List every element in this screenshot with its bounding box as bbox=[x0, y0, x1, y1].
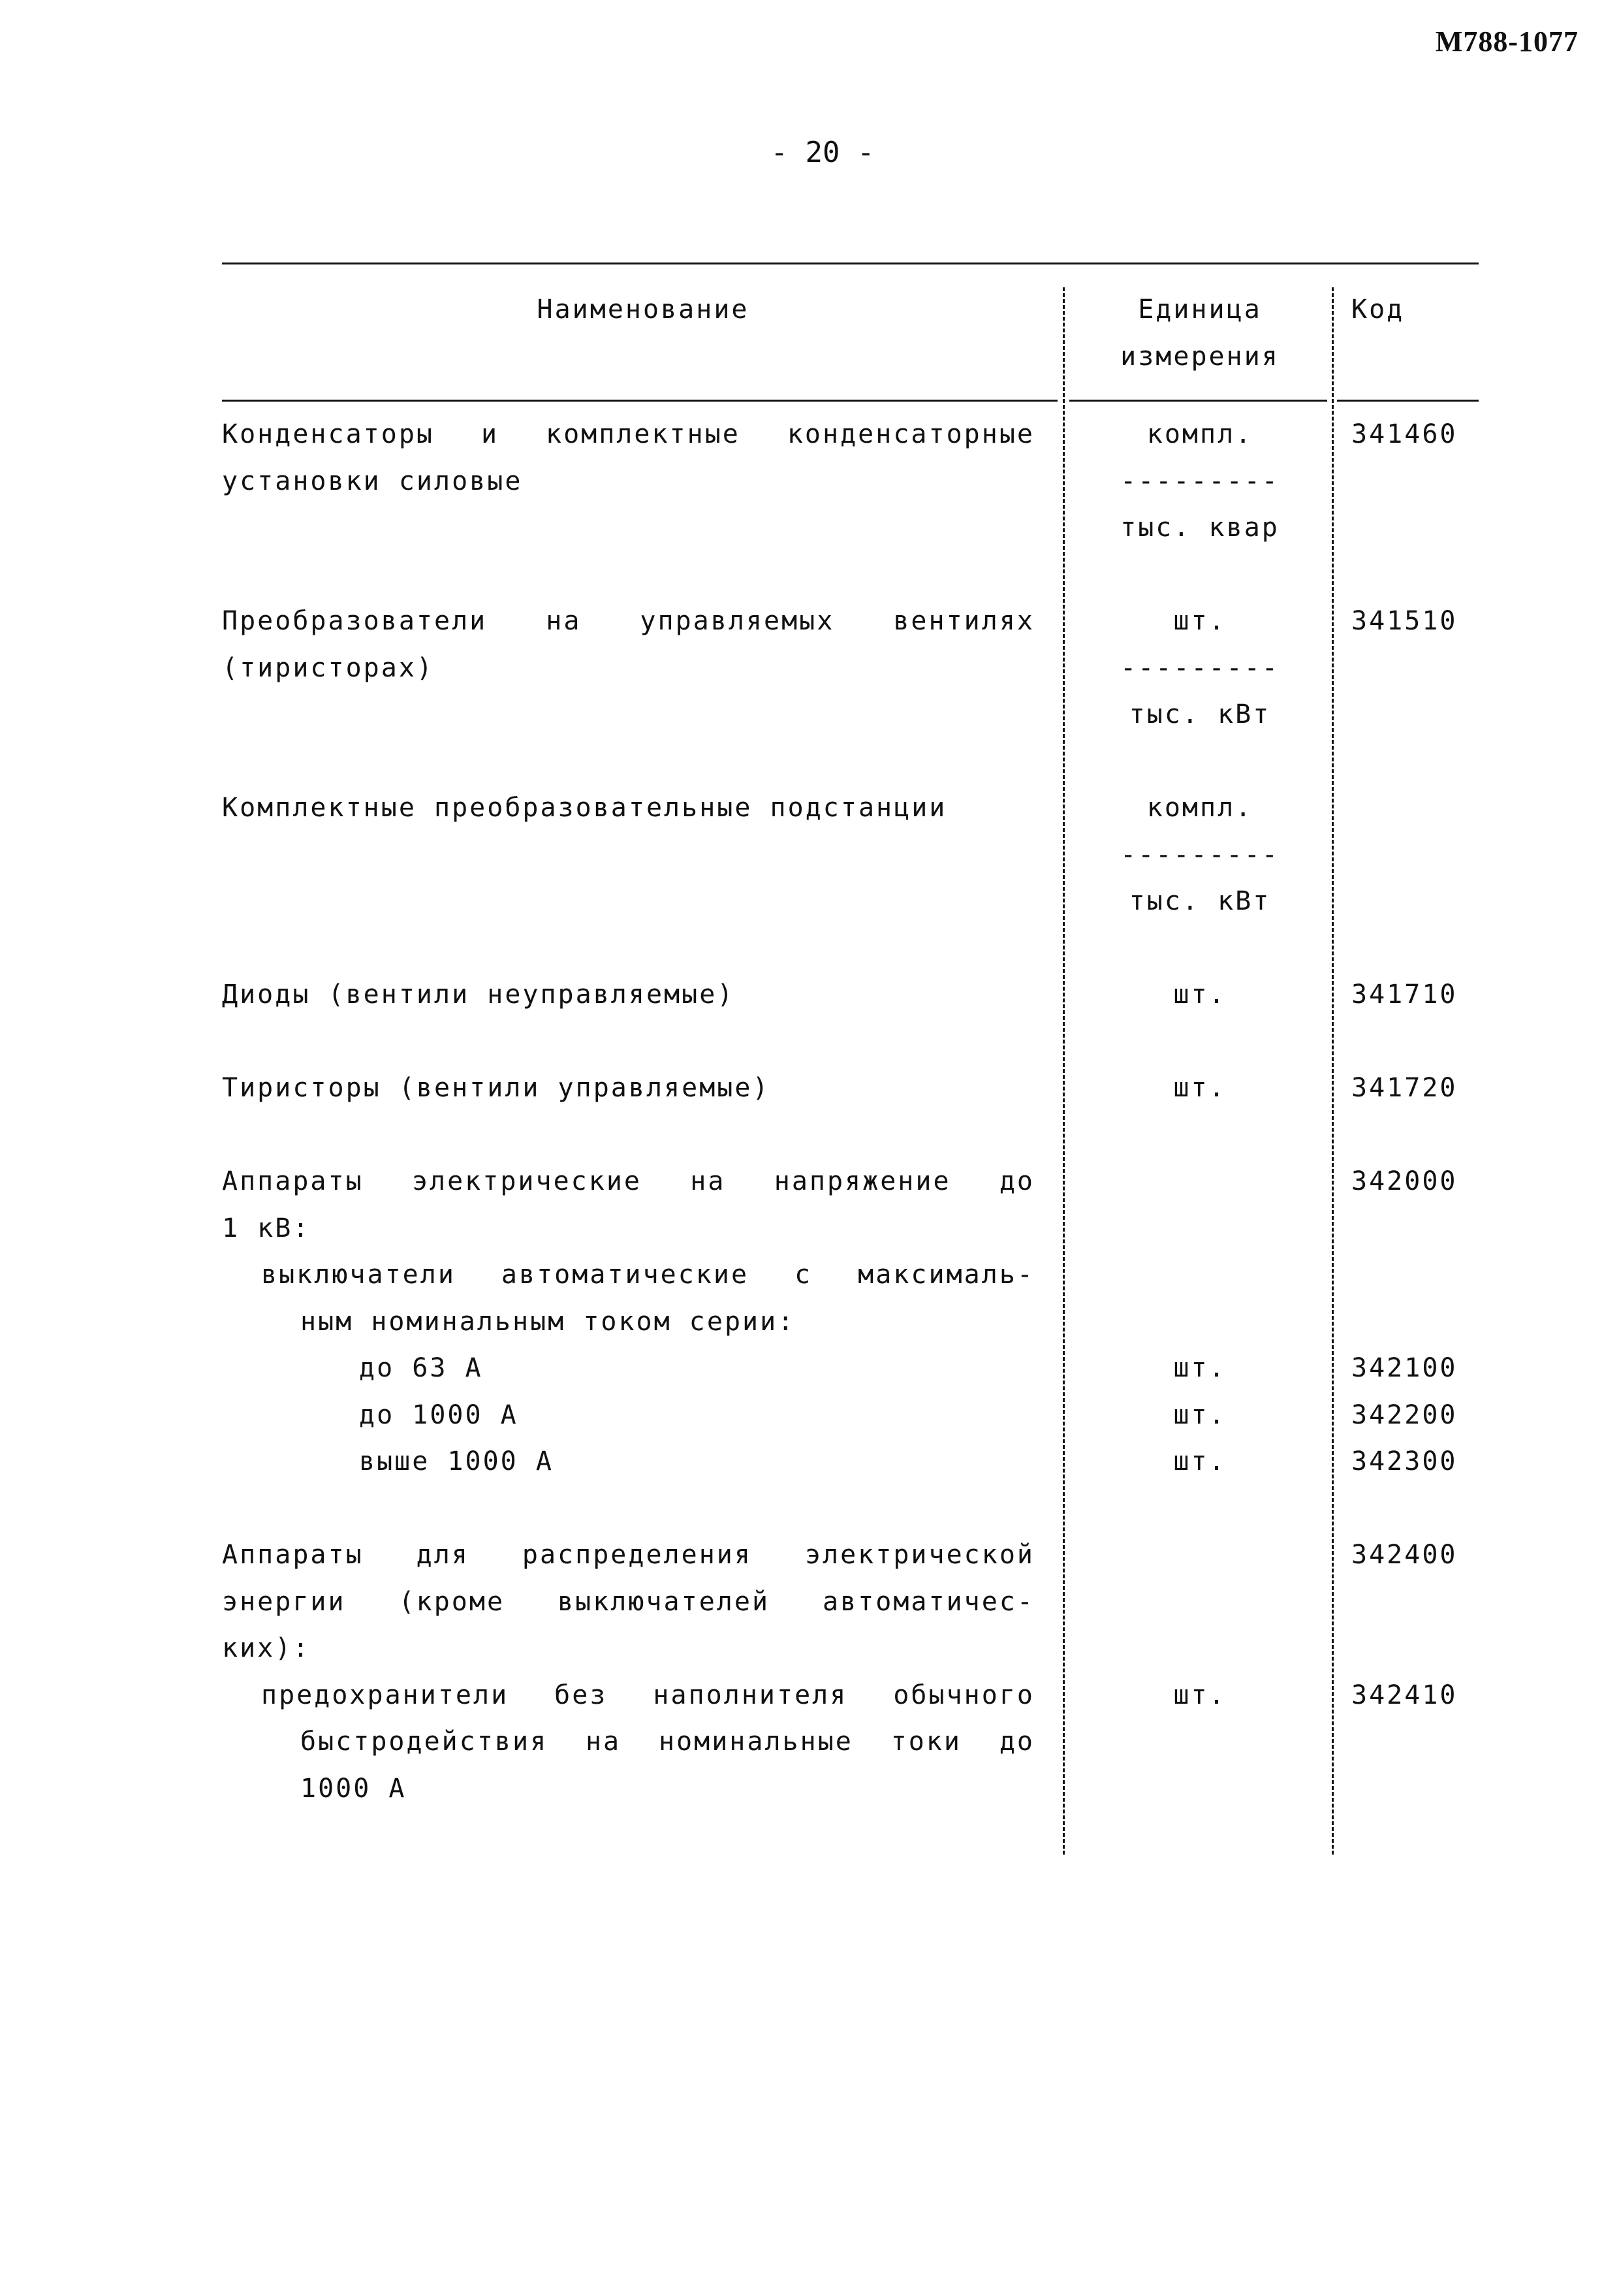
row-unit bbox=[1071, 1158, 1329, 1486]
row-name-line: ких): bbox=[222, 1633, 311, 1663]
header-code: Код bbox=[1351, 295, 1405, 325]
unit-divider: --------- bbox=[1120, 466, 1280, 496]
sub-item-code: 342200 bbox=[1351, 1399, 1458, 1430]
row-name-line: (тиристорах) bbox=[222, 652, 434, 683]
unit-top: шт. bbox=[1173, 606, 1227, 636]
row-name-line: Конденсаторы и комплектные конденсаторные bbox=[222, 419, 1035, 449]
row-name-line: установки силовые bbox=[222, 466, 523, 496]
sub-unit: шт. bbox=[1173, 1680, 1227, 1710]
header-rule-code bbox=[1337, 400, 1479, 402]
sub-item-code: 342100 bbox=[1351, 1353, 1458, 1383]
sub-heading-line: ным номинальным током серии: bbox=[300, 1306, 796, 1337]
table-row bbox=[222, 598, 1479, 785]
table-row bbox=[222, 1065, 1479, 1158]
unit-divider: --------- bbox=[1120, 652, 1280, 683]
unit-top: шт. bbox=[1173, 980, 1227, 1010]
unit-top: компл. bbox=[1146, 793, 1253, 823]
table-row bbox=[222, 785, 1479, 972]
row-name bbox=[222, 1158, 1035, 1532]
row-name-line: 1 кВ: bbox=[222, 1213, 311, 1243]
row-unit bbox=[1071, 598, 1329, 739]
sub-item-unit: шт. bbox=[1173, 1353, 1227, 1383]
row-name-line: Диоды (вентили неуправляемые) bbox=[222, 980, 735, 1010]
row-name-line: Преобразователи на управляемых вентилях bbox=[222, 606, 1035, 636]
table-top-rule bbox=[222, 263, 1479, 264]
page-number: - 20 - bbox=[770, 136, 875, 169]
header-name: Наименование bbox=[537, 295, 749, 325]
row-unit bbox=[1071, 1065, 1329, 1112]
sub-heading-line: выключатели автоматические с максималь- bbox=[261, 1260, 1035, 1290]
sub-item-label: выше 1000 А bbox=[359, 1446, 554, 1476]
row-name-line: Аппараты для распределения электрической bbox=[222, 1540, 1035, 1570]
row-name-line: Аппараты электрические на напряжение до bbox=[222, 1166, 1035, 1196]
sub-heading-line: 1000 А bbox=[300, 1773, 407, 1804]
table-row bbox=[222, 972, 1479, 1065]
unit-top: шт. bbox=[1173, 1073, 1227, 1103]
unit-bottom: тыс. квар bbox=[1120, 513, 1280, 543]
unit-divider: --------- bbox=[1120, 839, 1280, 870]
row-unit bbox=[1071, 1532, 1329, 1719]
row-name bbox=[222, 411, 1035, 598]
header-unit bbox=[1071, 286, 1329, 380]
row-name-line: Тиристоры (вентили управляемые) bbox=[222, 1073, 770, 1103]
sub-item-code: 342300 bbox=[1351, 1446, 1458, 1476]
document-code: М788-1077 bbox=[1435, 25, 1579, 57]
row-name bbox=[222, 785, 1035, 972]
table-row bbox=[222, 411, 1479, 598]
row-unit bbox=[1071, 411, 1329, 552]
header-unit-line1: Единица bbox=[1138, 295, 1262, 325]
row-name-line: Комплектные преобразовательные подстанции bbox=[222, 793, 947, 823]
sub-heading-line: предохранители без наполнителя обычного bbox=[261, 1680, 1035, 1710]
row-name bbox=[222, 972, 1035, 1065]
row-code bbox=[1351, 1532, 1479, 1719]
unit-bottom: тыс. кВт bbox=[1129, 886, 1271, 916]
table-body bbox=[222, 411, 1479, 1812]
row-code: 341710 bbox=[1351, 980, 1458, 1010]
row-unit bbox=[1071, 972, 1329, 1019]
unit-bottom: тыс. кВт bbox=[1129, 699, 1271, 729]
sub-code: 342410 bbox=[1351, 1680, 1458, 1710]
header-unit-line2: измерения bbox=[1120, 342, 1280, 372]
sub-item-unit: шт. bbox=[1173, 1399, 1227, 1430]
table-row bbox=[222, 1532, 1479, 1812]
row-code: 341460 bbox=[1351, 419, 1458, 449]
row-code bbox=[1351, 1158, 1479, 1486]
unit-top: компл. bbox=[1146, 419, 1253, 449]
header-rule-name bbox=[222, 400, 1058, 402]
row-code: 341510 bbox=[1351, 606, 1458, 636]
row-unit bbox=[1071, 785, 1329, 925]
row-name bbox=[222, 598, 1035, 785]
table-row bbox=[222, 1158, 1479, 1532]
row-code-main: 342000 bbox=[1351, 1166, 1458, 1196]
row-name bbox=[222, 1532, 1035, 1812]
row-name bbox=[222, 1065, 1035, 1158]
sub-item-label: до 63 А bbox=[359, 1353, 483, 1383]
sub-item-unit: шт. bbox=[1173, 1446, 1227, 1476]
row-code-main: 342400 bbox=[1351, 1540, 1458, 1570]
sub-heading-line: быстродействия на номинальные токи до bbox=[300, 1727, 1035, 1757]
row-code: 341720 bbox=[1351, 1073, 1458, 1103]
row-name-line: энергии (кроме выключателей автоматичес- bbox=[222, 1586, 1035, 1617]
header-rule-unit bbox=[1069, 400, 1327, 402]
sub-item-label: до 1000 А bbox=[359, 1399, 518, 1430]
